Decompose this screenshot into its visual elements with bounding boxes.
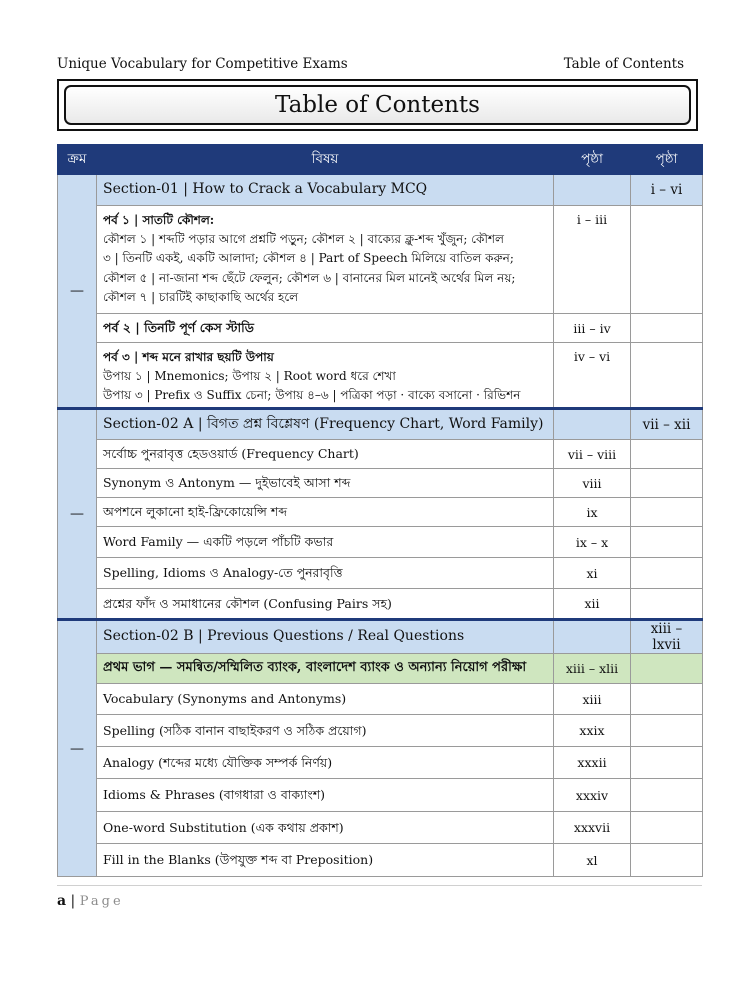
section-02a-row[interactable] (58, 409, 703, 440)
footer-divider (57, 885, 702, 886)
subsection-pages: xiii – xlii (554, 654, 631, 684)
title-box (57, 79, 698, 131)
part-1-pages: i – iii (554, 206, 631, 314)
page-title: Table of Contents (64, 85, 691, 125)
list-item[interactable]: Spelling (সঠিক বানান বাছাইকরণ ও সঠিক প্রয়োগ) xxix (58, 715, 703, 747)
part-2-pages: iii – iv (554, 314, 631, 343)
part-2-row[interactable] (58, 314, 703, 343)
list-item[interactable]: Synonym ও Antonym — দুইভাবেই আসা শব্দ viii (58, 469, 703, 498)
col-serial: ক্রম (58, 145, 97, 175)
running-header-section: Table of Contents (563, 56, 684, 72)
page-number: a (57, 893, 67, 909)
part-1-row[interactable] (58, 206, 703, 314)
list-item[interactable]: Fill in the Blanks (উপযুক্ত শব্দ বা Preposition) xl (58, 844, 703, 877)
part-1-line: কৌশল ৫ | না-জানা শব্দ ছেঁটে ফেলুন; কৌশল ৬ | বানানের মিল মানেই অর্থের মিল নয়; (103, 270, 516, 285)
list-item[interactable]: Idioms & Phrases (বাগধারা ও বাক্যাংশ) xxxiv (58, 779, 703, 812)
subsection-title: প্রথম ভাগ — সমন্বিত/সম্মিলিত ব্যাংক, বাংলাদেশ ব্যাংক ও অন্যান্য নিয়োগ পরীক্ষা (97, 654, 554, 684)
col-subject: বিষয় (97, 145, 554, 175)
list-item[interactable]: Vocabulary (Synonyms and Antonyms) xiii (58, 684, 703, 715)
page-label: Page (79, 894, 124, 909)
list-item[interactable]: Analogy (শব্দের মধ্যে যৌক্তিক সম্পর্ক নির্ণয়) xxxii (58, 747, 703, 779)
section-02b-pages: xiii – lxvii (631, 620, 703, 654)
section-02b-title: Section-02 B | Previous Questions / Real Questions (97, 620, 554, 654)
list-item[interactable]: সর্বোচ্চ পুনরাবৃত্ত হেডওয়ার্ড (Frequency Chart) vii – viii (58, 440, 703, 469)
list-item[interactable]: অপশনে লুকানো হাই-ফ্রিকোয়েন্সি শব্দ ix (58, 498, 703, 527)
col-page-range: পৃষ্ঠা (631, 145, 703, 175)
section-01-row[interactable] (58, 175, 703, 206)
list-item[interactable]: One-word Substitution (এক কথায় প্রকাশ) xxxvii (58, 812, 703, 844)
section-02a-serial: — (58, 409, 97, 620)
section-01-pages: i – vi (631, 175, 703, 206)
part-1-line: কৌশল ৭ | চারটিই কাছাকাছি অর্থের হলে (103, 289, 299, 304)
part-1-line: ৩ | তিনটি একই, একটি আলাদা; কৌশল ৪ | Part of Speech মিলিয়ে বাতিল করুন; (103, 251, 514, 266)
page-footer (57, 893, 124, 909)
section-01-title: Section-01 | How to Crack a Vocabulary MCQ (97, 175, 554, 206)
footer-separator: | (70, 893, 76, 909)
part-1-heading: পর্ব ১ | সাতটি কৌশল: (103, 213, 215, 227)
part-3-line: উপায় ১ | Mnemonics; উপায় ২ | Root word ধরে শেখা (103, 369, 396, 384)
part-3-heading: পর্ব ৩ | শব্দ মনে রাখার ছয়টি উপায় (103, 350, 274, 364)
part-3-line: উপায় ৩ | Prefix ও Suffix চেনা; উপায় ৪–৬ | পত্রিকা পড়া · বাক্যে বসানো · রিভিশন (103, 388, 521, 403)
running-header-title: Unique Vocabulary for Competitive Exams (57, 56, 348, 72)
section-02b-serial: — (58, 620, 97, 877)
col-page: পৃষ্ঠা (554, 145, 631, 175)
subsection-row[interactable] (58, 654, 703, 684)
part-3-row[interactable] (58, 343, 703, 409)
list-item[interactable]: প্রশ্নের ফাঁদ ও সমাধানের কৌশল (Confusing Pairs সহ) xii (58, 589, 703, 620)
part-2-title: পর্ব ২ | তিনটি পূর্ণ কেস স্টাডি (97, 314, 554, 343)
section-02a-title: Section-02 A | বিগত প্রশ্ন বিশ্লেষণ (Frequency Chart, Word Family) (97, 409, 554, 440)
toc-header-row (58, 145, 703, 175)
toc-table (57, 144, 703, 877)
list-item[interactable]: Spelling, Idioms ও Analogy-তে পুনরাবৃত্তি xi (58, 558, 703, 589)
section-02b-row[interactable] (58, 620, 703, 654)
part-3-pages: iv – vi (554, 343, 631, 409)
part-1-line: কৌশল ১ | শব্দটি পড়ার আগে প্রশ্নটি পড়ুন; কৌশল ২ | বাক্যের ক্লু-শব্দ খুঁজুন; কৌশল (103, 232, 504, 247)
list-item[interactable]: Word Family — একটি পড়লে পাঁচটি কভার ix – x (58, 527, 703, 558)
section-01-serial: — (58, 175, 97, 409)
section-02a-pages: vii – xii (631, 409, 703, 440)
